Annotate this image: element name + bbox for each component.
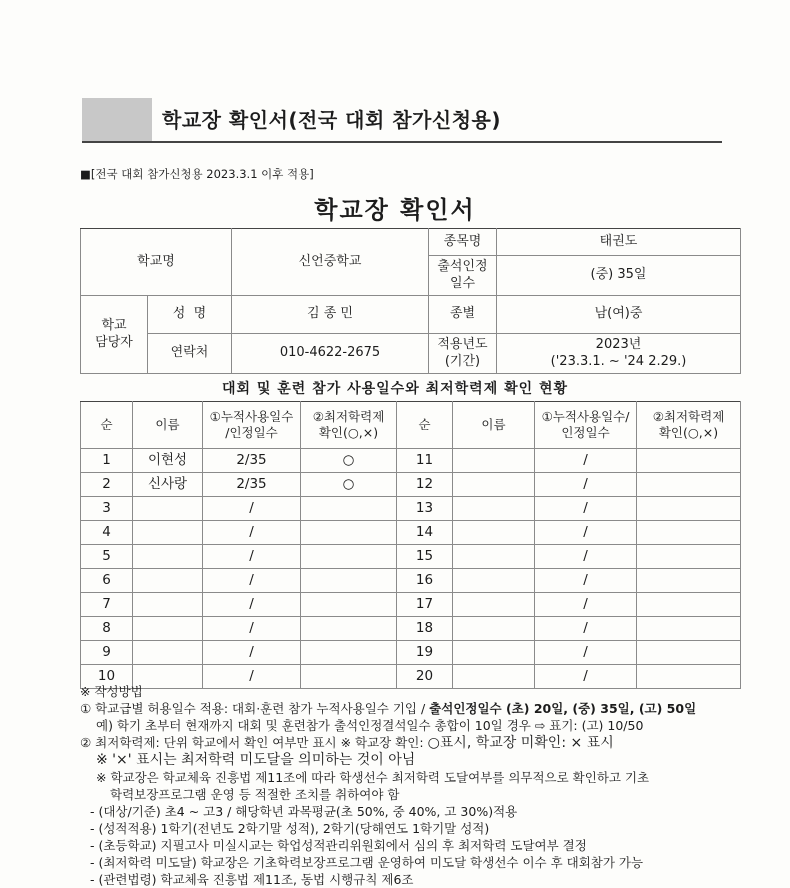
grade-check bbox=[301, 569, 397, 593]
event-label: 종목명 bbox=[429, 229, 497, 256]
grade-check: ○ bbox=[301, 449, 397, 473]
student-name-right bbox=[453, 617, 535, 641]
student-name bbox=[133, 593, 203, 617]
used-days-right: / bbox=[535, 593, 637, 617]
instruction-text: ② 최저학력제: 단위 학교에서 확인 여부만 표시 ※ 학교장 확인: bbox=[80, 735, 428, 750]
attendance-value: (중) 35일 bbox=[497, 256, 741, 296]
contact-value: 010-4622-2675 bbox=[232, 334, 429, 374]
year-value: 2023년 ('23.3.1. ~ '24 2.29.) bbox=[497, 334, 741, 374]
table-row bbox=[81, 641, 741, 665]
instruction-line: - (최저학력 미도달) 학교장은 기초학력보장프로그램 운영하여 미도달 학생선수 이수 후 대회참가 가능 bbox=[90, 855, 644, 870]
used-days: / bbox=[203, 593, 301, 617]
row-number: 8 bbox=[81, 617, 133, 641]
instruction-large-text: ○표시, 학교장 미확인: × 표시 bbox=[427, 735, 614, 751]
student-name bbox=[133, 641, 203, 665]
row-number: 6 bbox=[81, 569, 133, 593]
row-number: 7 bbox=[81, 593, 133, 617]
row-number: 2 bbox=[81, 473, 133, 497]
applicability-note: ■[전국 대회 참가신청용 2023.3.1 이후 적용] bbox=[80, 167, 314, 181]
info-table bbox=[80, 228, 741, 374]
row-number-right: 18 bbox=[397, 617, 453, 641]
attendance-label: 출석인정 일수 bbox=[429, 256, 497, 296]
gender-value: 남(여)중 bbox=[497, 296, 741, 334]
col-header-days: ①누적사용일수 /인정일수 bbox=[203, 402, 301, 449]
student-name bbox=[133, 497, 203, 521]
student-name-right bbox=[453, 569, 535, 593]
student-name-right bbox=[453, 545, 535, 569]
used-days-right: / bbox=[535, 497, 637, 521]
row-number-right: 15 bbox=[397, 545, 453, 569]
used-days: / bbox=[203, 569, 301, 593]
grade-check bbox=[301, 593, 397, 617]
instruction-text: ① 학교급별 허용일수 적용: 대회·훈련 참가 누적사용일수 기입 / bbox=[80, 701, 430, 716]
instruction-line: ※ 학교장은 학교체육 진흥법 제11조에 따라 학생선수 최저학력 도달여부를 의무적으로 확인하고 기초 bbox=[96, 770, 650, 785]
grade-check-right bbox=[637, 521, 741, 545]
page-header-title: 학교장 확인서(전국 대회 참가신청용) bbox=[162, 108, 501, 132]
row-number-right: 17 bbox=[397, 593, 453, 617]
student-name: 신사랑 bbox=[133, 473, 203, 497]
school-label: 학교명 bbox=[81, 229, 232, 296]
school-value: 신언중학교 bbox=[232, 229, 429, 296]
manager-label: 학교 담당자 bbox=[81, 296, 148, 374]
used-days: / bbox=[203, 497, 301, 521]
student-name: 이현성 bbox=[133, 449, 203, 473]
used-days: / bbox=[203, 545, 301, 569]
table-row bbox=[81, 473, 741, 497]
used-days-right: / bbox=[535, 521, 637, 545]
instruction-line bbox=[80, 734, 760, 752]
table-row bbox=[81, 497, 741, 521]
row-number-right: 12 bbox=[397, 473, 453, 497]
event-value: 태권도 bbox=[497, 229, 741, 256]
student-name bbox=[133, 521, 203, 545]
row-number-right: 11 bbox=[397, 449, 453, 473]
student-name bbox=[133, 569, 203, 593]
row-number: 10 bbox=[81, 665, 133, 689]
year-label: 적용년도 (기간) bbox=[429, 334, 497, 374]
used-days: / bbox=[203, 665, 301, 689]
student-name-right bbox=[453, 593, 535, 617]
instruction-bold-text: 출석인정일수 (초) 20일, (중) 35일, (고) 50일 bbox=[429, 701, 697, 716]
row-number-right: 16 bbox=[397, 569, 453, 593]
row-number-right: 14 bbox=[397, 521, 453, 545]
row-number: 5 bbox=[81, 545, 133, 569]
grade-check: ○ bbox=[301, 473, 397, 497]
row-number-right: 20 bbox=[397, 665, 453, 689]
student-name-right bbox=[453, 497, 535, 521]
used-days: 2/35 bbox=[203, 473, 301, 497]
used-days-right: / bbox=[535, 569, 637, 593]
instruction-line: - (성적적용) 1학기(전년도 2학기말 성적), 2학기(당해연도 1학기말 성적) bbox=[90, 821, 490, 836]
table-row bbox=[81, 449, 741, 473]
used-days: 2/35 bbox=[203, 449, 301, 473]
name-value: 김 종 민 bbox=[232, 296, 429, 334]
student-name bbox=[133, 617, 203, 641]
used-days-right: / bbox=[535, 545, 637, 569]
used-days-right: / bbox=[535, 641, 637, 665]
used-days-right: / bbox=[535, 617, 637, 641]
instruction-line: 예) 학기 초부터 현재까지 대회 및 훈련참가 출석인정결석일수 총합이 10일 경우 ⇨ 표기: (고) 10/50 bbox=[96, 718, 644, 733]
instructions bbox=[80, 683, 760, 888]
col-header-number: 순 bbox=[81, 402, 133, 449]
table-row bbox=[81, 545, 741, 569]
row-number-right: 19 bbox=[397, 641, 453, 665]
instruction-line: ※ '×' 표시는 최저학력 미도달을 의미하는 것이 아님 bbox=[96, 752, 416, 768]
grade-check-right bbox=[637, 617, 741, 641]
table-row bbox=[81, 593, 741, 617]
name-label: 성 명 bbox=[148, 296, 232, 334]
used-days: / bbox=[203, 617, 301, 641]
grade-check-right bbox=[637, 449, 741, 473]
col-header-name-right: 이름 bbox=[453, 402, 535, 449]
status-table bbox=[80, 401, 741, 689]
grade-check-right bbox=[637, 497, 741, 521]
grade-check-right bbox=[637, 473, 741, 497]
used-days: / bbox=[203, 641, 301, 665]
instruction-line: - (초등학교) 지필고사 미실시교는 학업성적관리위원회에서 심의 후 최저학력 도달여부 결정 bbox=[90, 838, 587, 853]
student-name-right bbox=[453, 641, 535, 665]
student-name-right bbox=[453, 449, 535, 473]
grade-check-right bbox=[637, 641, 741, 665]
document-title: 학교장 확인서 bbox=[314, 196, 476, 224]
grade-check-right bbox=[637, 593, 741, 617]
header-rule bbox=[82, 141, 722, 143]
grade-check-right bbox=[637, 545, 741, 569]
grade-check-right bbox=[637, 569, 741, 593]
row-number: 3 bbox=[81, 497, 133, 521]
student-name-right bbox=[453, 473, 535, 497]
col-header-number-right: 순 bbox=[397, 402, 453, 449]
used-days: / bbox=[203, 521, 301, 545]
student-name-right bbox=[453, 521, 535, 545]
instruction-line: - (관련법령) 학교체육 진흥법 제11조, 동법 시행규칙 제6조 bbox=[90, 872, 414, 887]
used-days-right: / bbox=[535, 449, 637, 473]
grade-check bbox=[301, 641, 397, 665]
student-name bbox=[133, 545, 203, 569]
row-number: 1 bbox=[81, 449, 133, 473]
row-number: 4 bbox=[81, 521, 133, 545]
col-header-check-right: ②최저학력제 확인(○,×) bbox=[637, 402, 741, 449]
grade-check bbox=[301, 521, 397, 545]
instruction-line: - (대상/기준) 초4 ~ 고3 / 해당학년 과목평균(초 50%, 중 40%, 고 30%)적용 bbox=[90, 804, 518, 819]
grade-check bbox=[301, 545, 397, 569]
gender-label: 종별 bbox=[429, 296, 497, 334]
used-days-right: / bbox=[535, 665, 637, 689]
header-bar-accent bbox=[82, 98, 152, 142]
grade-check bbox=[301, 497, 397, 521]
contact-label: 연락처 bbox=[148, 334, 232, 374]
section-title: 대회 및 훈련 참가 사용일수와 최저학력제 확인 현황 bbox=[221, 381, 569, 397]
col-header-check: ②최저학력제 확인(○,×) bbox=[301, 402, 397, 449]
row-number: 9 bbox=[81, 641, 133, 665]
instructions-heading: ※ 작성방법 bbox=[80, 684, 143, 699]
instruction-line bbox=[80, 700, 760, 717]
instruction-line: 학력보장프로그램 운영 등 적절한 조치를 취하여야 함 bbox=[110, 787, 400, 802]
col-header-name: 이름 bbox=[133, 402, 203, 449]
table-row bbox=[81, 617, 741, 641]
table-row bbox=[81, 569, 741, 593]
grade-check bbox=[301, 617, 397, 641]
row-number-right: 13 bbox=[397, 497, 453, 521]
table-row bbox=[81, 521, 741, 545]
used-days-right: / bbox=[535, 473, 637, 497]
col-header-days-right: ①누적사용일수/ 인정일수 bbox=[535, 402, 637, 449]
